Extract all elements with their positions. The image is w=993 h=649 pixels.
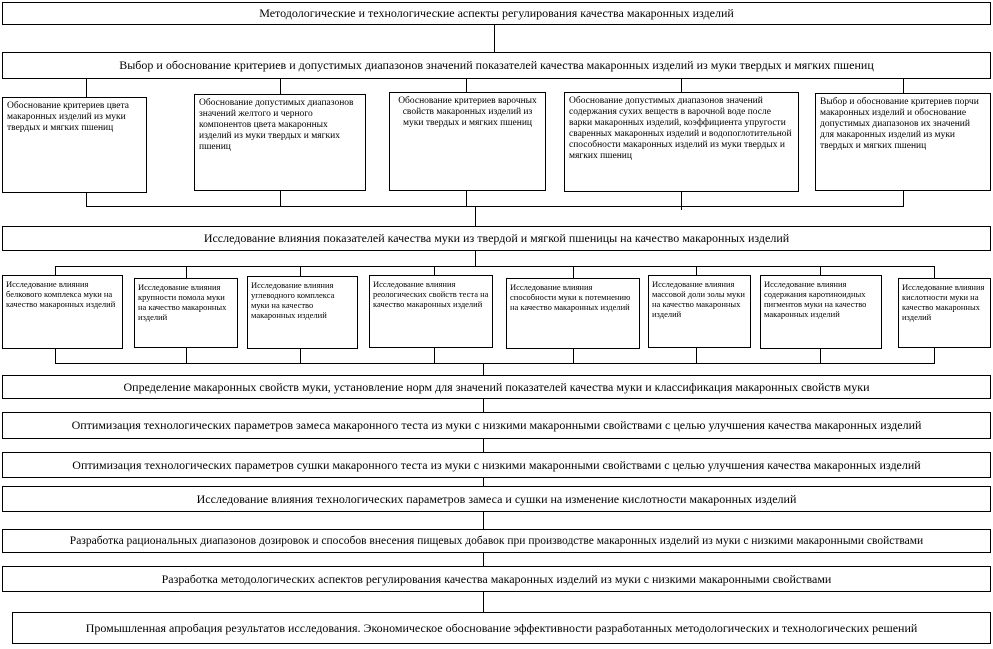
factor-text: Исследование влияния белкового комплекса муки на качество макаронных изделий — [6, 279, 116, 309]
criteria-box-color — [2, 97, 147, 193]
step-text: Промышленная апробация результатов исследования. Экономическое обоснование эффективности разработанных методологических и технологических решений — [85, 620, 918, 635]
factor-text: Исследование влияния углеводного комплекса муки на качество макаронных изделий — [251, 280, 335, 320]
criteria-text: Обоснование критериев цвета макаронных изделий из муки твердых и мягких пшениц — [7, 101, 130, 133]
connector — [934, 266, 935, 278]
connector — [483, 512, 484, 529]
factor-text: Исследование влияния реологических свойств теста на качество макаронных изделий — [373, 279, 489, 309]
connector — [55, 266, 56, 275]
connector — [681, 79, 682, 92]
step-text: Разработка рациональных диапазонов дозировок и способов внесения пищевых добавок при производстве макаронных изделий из муки с низкими макаронными свойствами — [69, 534, 924, 547]
connector — [86, 206, 904, 207]
step-box-6 — [2, 566, 991, 592]
criteria-box-cooking-ranges — [564, 92, 799, 192]
criteria-selection-label: Выбор и обоснование критериев и допустимых диапазонов значений показателей качества макаронных изделий из муки твердых и мягких пшениц — [119, 58, 874, 72]
criteria-text: Обоснование допустимых диапазонов значений желтого и черного компонентов цвета макаронных изделий из муки твердых и мягких пшениц — [199, 98, 354, 152]
connector — [466, 79, 467, 92]
factor-text: Исследование влияния способности муки к потемнению на качество макаронных изделий — [510, 282, 631, 312]
connector — [573, 266, 574, 278]
factor-text: Исследование влияния массовой доли золы муки на качество макаронных изделий — [652, 279, 745, 319]
connector — [186, 266, 187, 278]
connector — [483, 399, 484, 412]
step-box-5 — [2, 529, 991, 553]
connector — [186, 348, 187, 363]
criteria-text: Обоснование допустимых диапазонов значений содержания сухих веществ в варочной воде после варки макаронных изделий, коэффициента упругости сваренных макаронных изделий и водопоглотительной способности макаронных изделий из муки твердых и мягких пшениц — [569, 96, 792, 161]
connector — [903, 191, 904, 206]
connector — [466, 191, 467, 206]
factor-box-acidity — [898, 278, 991, 348]
connector — [280, 79, 281, 94]
step-box-4 — [2, 486, 991, 512]
connector — [483, 363, 484, 375]
diagram-title: Методологические и технологические аспекты регулирования качества макаронных изделий — [259, 6, 734, 20]
factor-box-ash — [648, 275, 751, 348]
connector — [475, 206, 476, 226]
connector — [475, 251, 476, 266]
connector — [280, 191, 281, 206]
criteria-text: Выбор и обоснование критериев порчи макаронных изделий и обоснование допустимых диапазонов их значений для макаронных изделий из муки твердых и мягких пшениц — [820, 97, 979, 151]
criteria-box-spoilage — [815, 93, 991, 191]
connector — [573, 349, 574, 363]
step-text: Разработка методологических аспектов регулирования качества макаронных изделий из муки с низкими макаронными свойствами — [161, 571, 832, 586]
factor-text: Исследование влияния крупности помола муки на качество макаронных изделий — [138, 282, 227, 322]
criteria-box-color-ranges — [194, 94, 366, 191]
diagram-title-box — [2, 2, 991, 25]
connector — [434, 266, 435, 275]
factor-box-rheology — [369, 275, 493, 348]
flour-quality-research-box — [2, 226, 991, 251]
factor-box-darkening — [506, 278, 640, 349]
step-text: Определение макаронных свойств муки, установление норм для значений показателей качества муки и классификация макаронных свойств муки — [123, 379, 870, 394]
connector — [483, 553, 484, 566]
step-box-1 — [2, 375, 991, 399]
flour-quality-research-label: Исследование влияния показателей качества муки из твердой и мягкой пшеницы на качество макаронных изделий — [203, 231, 790, 245]
connector — [300, 266, 301, 276]
factor-box-protein — [2, 275, 123, 349]
connector — [55, 349, 56, 363]
connector — [86, 79, 87, 97]
connector — [300, 349, 301, 363]
step-text: Исследование влияния технологических параметров замеса и сушки на изменение кислотности макаронных изделий — [196, 491, 797, 506]
criteria-text: Обоснование критериев варочных свойств макаронных изделий из муки твердых и мягких пшениц — [398, 96, 537, 128]
connector — [483, 439, 484, 452]
factor-box-grind — [134, 278, 238, 348]
connector — [494, 25, 495, 52]
connector — [55, 266, 935, 267]
connector — [820, 266, 821, 275]
step-box-3 — [2, 452, 991, 478]
step-box-2 — [2, 412, 991, 439]
step-text: Оптимизация технологических параметров замеса макаронного теста из муки с низкими макаронными свойствами с целью улучшения качества макаронных изделий — [71, 418, 922, 432]
factor-text: Исследование влияния содержания каротиноидных пигментов муки на качество макаронных изделий — [764, 279, 867, 319]
factor-box-carbohydrate — [247, 276, 358, 349]
connector — [696, 348, 697, 363]
connector — [483, 592, 484, 612]
connector — [696, 266, 697, 275]
connector — [86, 193, 87, 206]
connector — [55, 363, 935, 364]
connector — [820, 349, 821, 363]
connector — [434, 348, 435, 363]
step-text: Оптимизация технологических параметров сушки макаронного теста из муки с низкими макаронными свойствами с целью улучшения качества макаронных изделий — [72, 457, 921, 472]
criteria-box-cooking — [389, 92, 546, 191]
connector — [934, 348, 935, 363]
criteria-selection-box — [2, 52, 991, 79]
factor-text: Исследование влияния кислотности муки на качество макаронных изделий — [902, 282, 985, 322]
connector — [483, 478, 484, 486]
connector — [903, 79, 904, 93]
connector — [681, 192, 682, 210]
step-box-7 — [12, 612, 991, 644]
factor-box-carotenoids — [760, 275, 882, 349]
